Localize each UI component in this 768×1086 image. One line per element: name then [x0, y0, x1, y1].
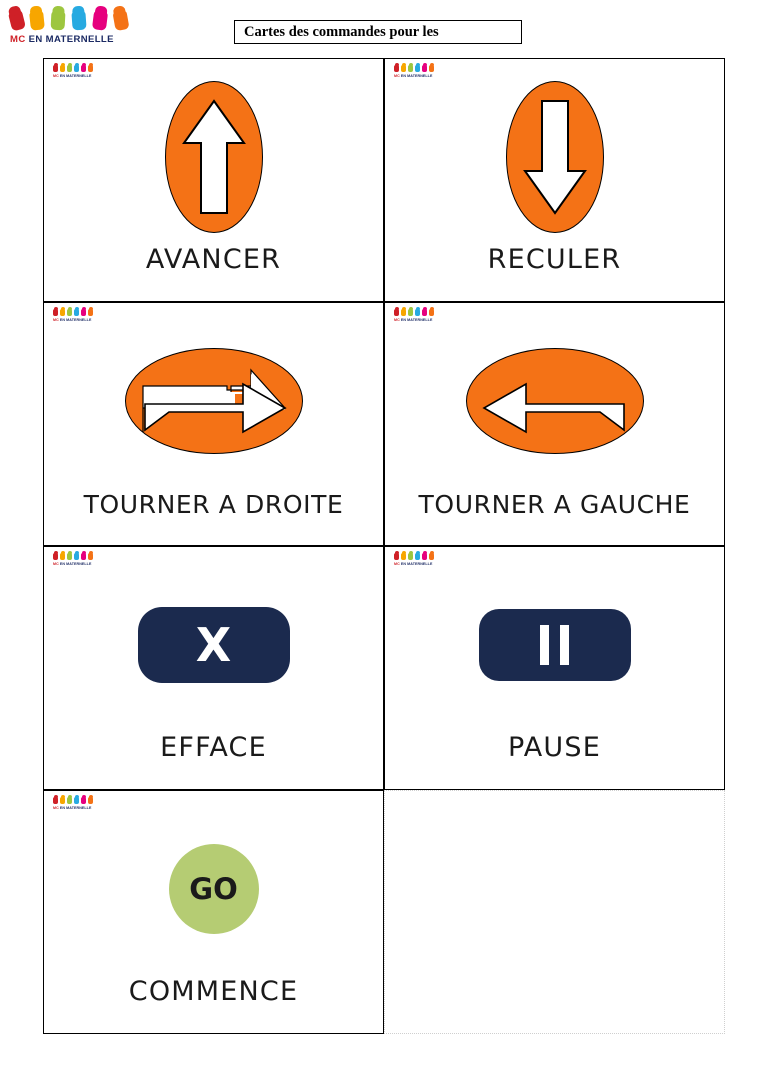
pause-icon	[479, 609, 631, 681]
logo-text-maternelle: EN MATERNELLE	[28, 34, 114, 45]
ellipse-shape	[125, 348, 303, 454]
avancer-visual	[44, 77, 383, 237]
card-pause[interactable]	[384, 546, 725, 790]
card-logo-icon: MC EN MATERNELLE	[53, 797, 97, 811]
tourner-gauche-visual	[385, 321, 724, 481]
turn-right-arrow-icon	[139, 364, 289, 438]
go-circle-icon: GO	[169, 844, 259, 934]
command-cards-grid	[43, 58, 725, 1035]
card-tourner-a-gauche[interactable]	[384, 302, 725, 546]
tourner-droite-visual	[44, 321, 383, 481]
logo-hands-icon	[10, 11, 136, 33]
card-efface[interactable]	[43, 546, 384, 790]
card-logo-icon: MC EN MATERNELLE	[394, 309, 438, 323]
card-logo-icon: MC EN MATERNELLE	[394, 553, 438, 567]
page-title: Cartes des commandes pour les	[244, 23, 439, 40]
mc-en-maternelle-logo	[10, 6, 145, 50]
card-reculer[interactable]	[384, 58, 725, 302]
pause-visual	[385, 565, 724, 725]
card-tourner-a-droite[interactable]	[43, 302, 384, 546]
card-label-tourner-a-gauche: TOURNER A GAUCHE	[418, 490, 691, 519]
turn-left-arrow-icon	[480, 364, 630, 438]
ellipse-shape	[466, 348, 644, 454]
card-avancer[interactable]	[43, 58, 384, 302]
ellipse-shape	[506, 81, 604, 233]
arrow-up-icon	[181, 97, 247, 217]
card-empty-slot	[384, 790, 725, 1034]
commence-visual	[44, 809, 383, 969]
arrow-down-icon	[522, 97, 588, 217]
card-logo-icon: MC EN MATERNELLE	[53, 65, 97, 79]
letter-x-icon: X	[138, 607, 290, 683]
card-label-avancer: AVANCER	[145, 244, 282, 275]
page-title-box	[234, 20, 522, 44]
card-label-reculer: RECULER	[487, 244, 622, 275]
card-label-efface: EFFACE	[160, 732, 267, 763]
reculer-visual	[385, 77, 724, 237]
pause-bar-right	[560, 625, 569, 665]
card-logo-icon: MC EN MATERNELLE	[53, 309, 97, 323]
card-label-tourner-a-droite: TOURNER A DROITE	[83, 490, 344, 519]
card-logo-icon: MC EN MATERNELLE	[394, 65, 438, 79]
card-label-commence: COMMENCE	[128, 976, 299, 1007]
logo-text	[10, 34, 114, 45]
page-header	[0, 0, 768, 58]
pause-bar-left	[540, 625, 549, 665]
logo-text-mc: MC	[10, 34, 26, 45]
card-label-pause: PAUSE	[508, 732, 601, 763]
ellipse-shape	[165, 81, 263, 233]
card-commence[interactable]	[43, 790, 384, 1034]
efface-visual	[44, 565, 383, 725]
card-logo-icon: MC EN MATERNELLE	[53, 553, 97, 567]
